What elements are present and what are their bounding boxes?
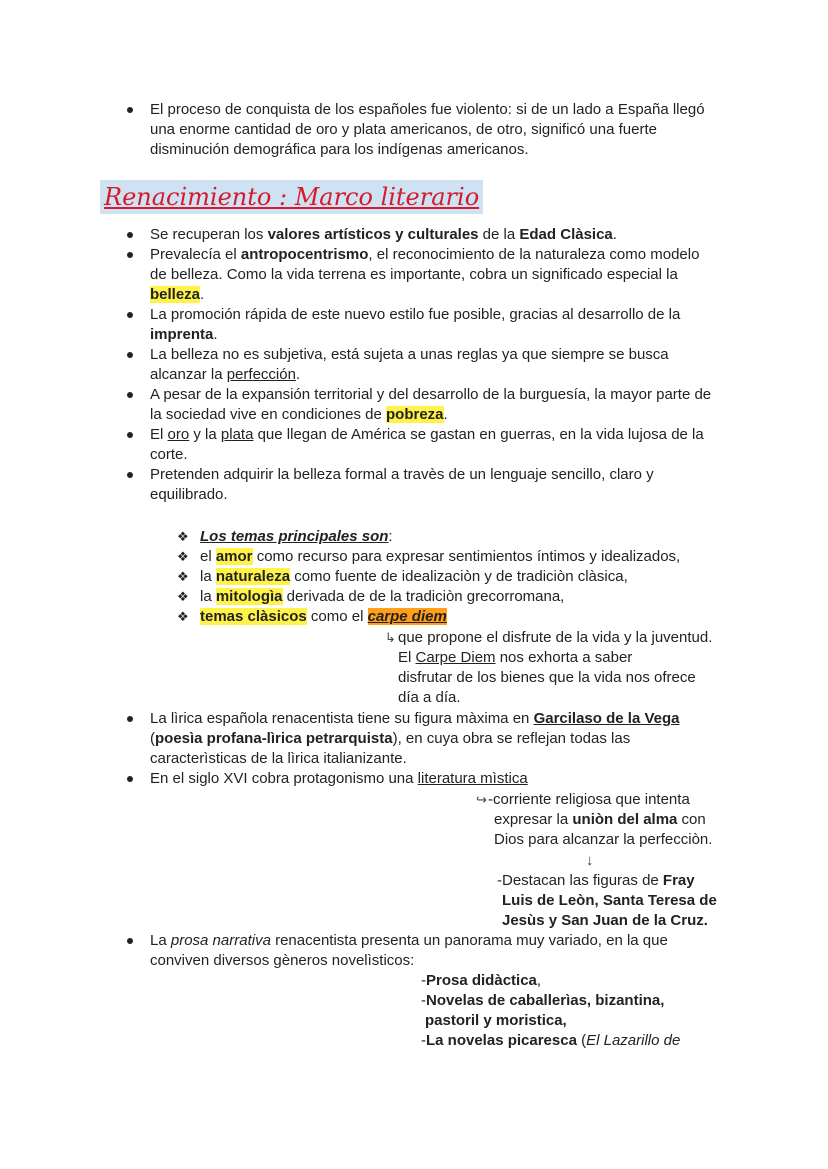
bullet-3-line-2: imprenta. xyxy=(150,326,218,343)
bullet-2-line-3: belleza. xyxy=(150,286,205,303)
bullet-7-line-2: equilibrado. xyxy=(150,486,228,503)
bullet-dot xyxy=(127,432,133,438)
mistica-line-1: -corriente religiosa que intenta xyxy=(488,791,690,808)
return-arrow-icon: ↳ xyxy=(385,630,396,645)
bullet-4-line-1: La belleza no es subjetiva, está sujeta a unas reglas ya que siempre se busca xyxy=(150,346,669,363)
bullet-8-line-3: caracterìsticas de la lìrica italianizante. xyxy=(150,750,407,767)
prosa-line-1: -Prosa didàctica, xyxy=(421,972,542,989)
tema-3: la mitologìa derivada de de la tradiciòn grecorromana, xyxy=(200,588,565,605)
bullet-8-line-2: (poesìa profana-lìrica petrarquista), en cuya obra se reflejan todas las xyxy=(150,730,631,747)
bullet-dot xyxy=(127,392,133,398)
bullet-dot xyxy=(127,232,133,238)
diamond-bullet-icon: ❖ xyxy=(177,609,189,624)
bullet-dot xyxy=(127,716,133,722)
diamond-bullet-icon: ❖ xyxy=(177,569,189,584)
carpe-line-1: que propone el disfrute de la vida y la juventud. xyxy=(398,629,713,646)
temas-title: Los temas principales son: xyxy=(200,528,393,545)
highlight-carpe-diem: carpe diem xyxy=(367,608,447,625)
bullet-1: Se recuperan los valores artísticos y culturales de la Edad Clàsica. xyxy=(150,226,617,243)
diamond-bullet-icon: ❖ xyxy=(177,529,189,544)
bullet-dot xyxy=(127,107,133,113)
bullet-2-line-1: Prevalecía el antropocentrismo, el reconocimiento de la naturaleza como modelo xyxy=(150,246,700,263)
bullet-dot xyxy=(127,352,133,358)
bullet-5-line-1: A pesar de la expansión territorial y del desarrollo de la burguesía, la mayor parte de xyxy=(150,386,712,403)
bullet-dot xyxy=(127,312,133,318)
carpe-line-2: El Carpe Diem nos exhorta a saber xyxy=(398,649,633,666)
bullet-6-line-2: corte. xyxy=(150,446,188,463)
mistica-line-4: -Destacan las figuras de Fray xyxy=(497,872,695,889)
prosa-line-2: -Novelas de caballerìas, bizantina, xyxy=(421,992,665,1009)
mistica-line-2: expresar la uniòn del alma con xyxy=(494,811,706,828)
bullet-3-line-1: La promoción rápida de este nuevo estilo fue posible, gracias al desarrollo de la xyxy=(150,306,681,323)
bullet-5-line-2: la sociedad vive en condiciones de pobreza. xyxy=(150,406,448,423)
bullet-2-line-2: de belleza. Como la vida terrena es importante, cobra un significado especial la xyxy=(150,266,678,283)
diamond-bullet-icon: ❖ xyxy=(177,549,189,564)
section-heading: Renacimiento : Marco literario xyxy=(100,180,483,214)
prosa-line-4: -La novelas picaresca (El Lazarillo de xyxy=(421,1032,681,1049)
bullet-dot xyxy=(127,252,133,258)
diamond-bullet-icon: ❖ xyxy=(177,589,189,604)
intro-line-2: una enorme cantidad de oro y plata americanos, de otro, significó una fuerte xyxy=(150,121,657,138)
intro-line-1: El proceso de conquista de los españoles fue violento: si de un lado a España llegó xyxy=(150,101,705,118)
highlight-belleza: belleza xyxy=(150,286,201,303)
highlight-pobreza: pobreza xyxy=(386,406,444,423)
intro-line-3: disminución demográfica para los indígenas americanos. xyxy=(150,141,529,158)
bullet-9-line-1: En el siglo XVI cobra protagonismo una literatura mìstica xyxy=(150,770,528,787)
bullet-7-line-1: Pretenden adquirir la belleza formal a travès de un lenguaje sencillo, claro y xyxy=(150,466,654,483)
bullet-dot xyxy=(127,938,133,944)
bullet-dot xyxy=(127,776,133,782)
mistica-line-6: Jesùs y San Juan de la Cruz. xyxy=(502,912,708,929)
bullet-4-line-2: alcanzar la perfección. xyxy=(150,366,301,383)
bullet-dot xyxy=(127,472,133,478)
bullet-10-line-1: La prosa narrativa renacentista presenta un panorama muy variado, en la que xyxy=(150,932,668,949)
tema-2: la naturaleza como fuente de idealizaciòn y de tradiciòn clàsica, xyxy=(200,568,628,585)
carpe-line-4: día a día. xyxy=(398,689,461,706)
carpe-line-3: disfrutar de los bienes que la vida nos ofrece xyxy=(398,669,696,686)
down-arrow-icon: ↓ xyxy=(586,852,594,869)
mistica-line-5: Luis de Leòn, Santa Teresa de xyxy=(502,892,717,909)
bullet-10-line-2: conviven diversos gèneros novelìsticos: xyxy=(150,952,415,969)
hook-arrow-icon: ↪ xyxy=(476,792,487,807)
bullet-8-line-1: La lìrica española renacentista tiene su figura màxima en Garcilaso de la Vega xyxy=(150,710,680,727)
mistica-line-3: Dios para alcanzar la perfecciòn. xyxy=(494,831,713,848)
tema-1: el amor como recurso para expresar sentimientos íntimos y idealizados, xyxy=(200,548,681,565)
prosa-line-3: pastoril y moristica, xyxy=(425,1012,567,1029)
tema-4: temas clàsicos como el carpe diem xyxy=(200,608,447,625)
bullet-6-line-1: El oro y la plata que llegan de América se gastan en guerras, en la vida lujosa de la xyxy=(150,426,704,443)
